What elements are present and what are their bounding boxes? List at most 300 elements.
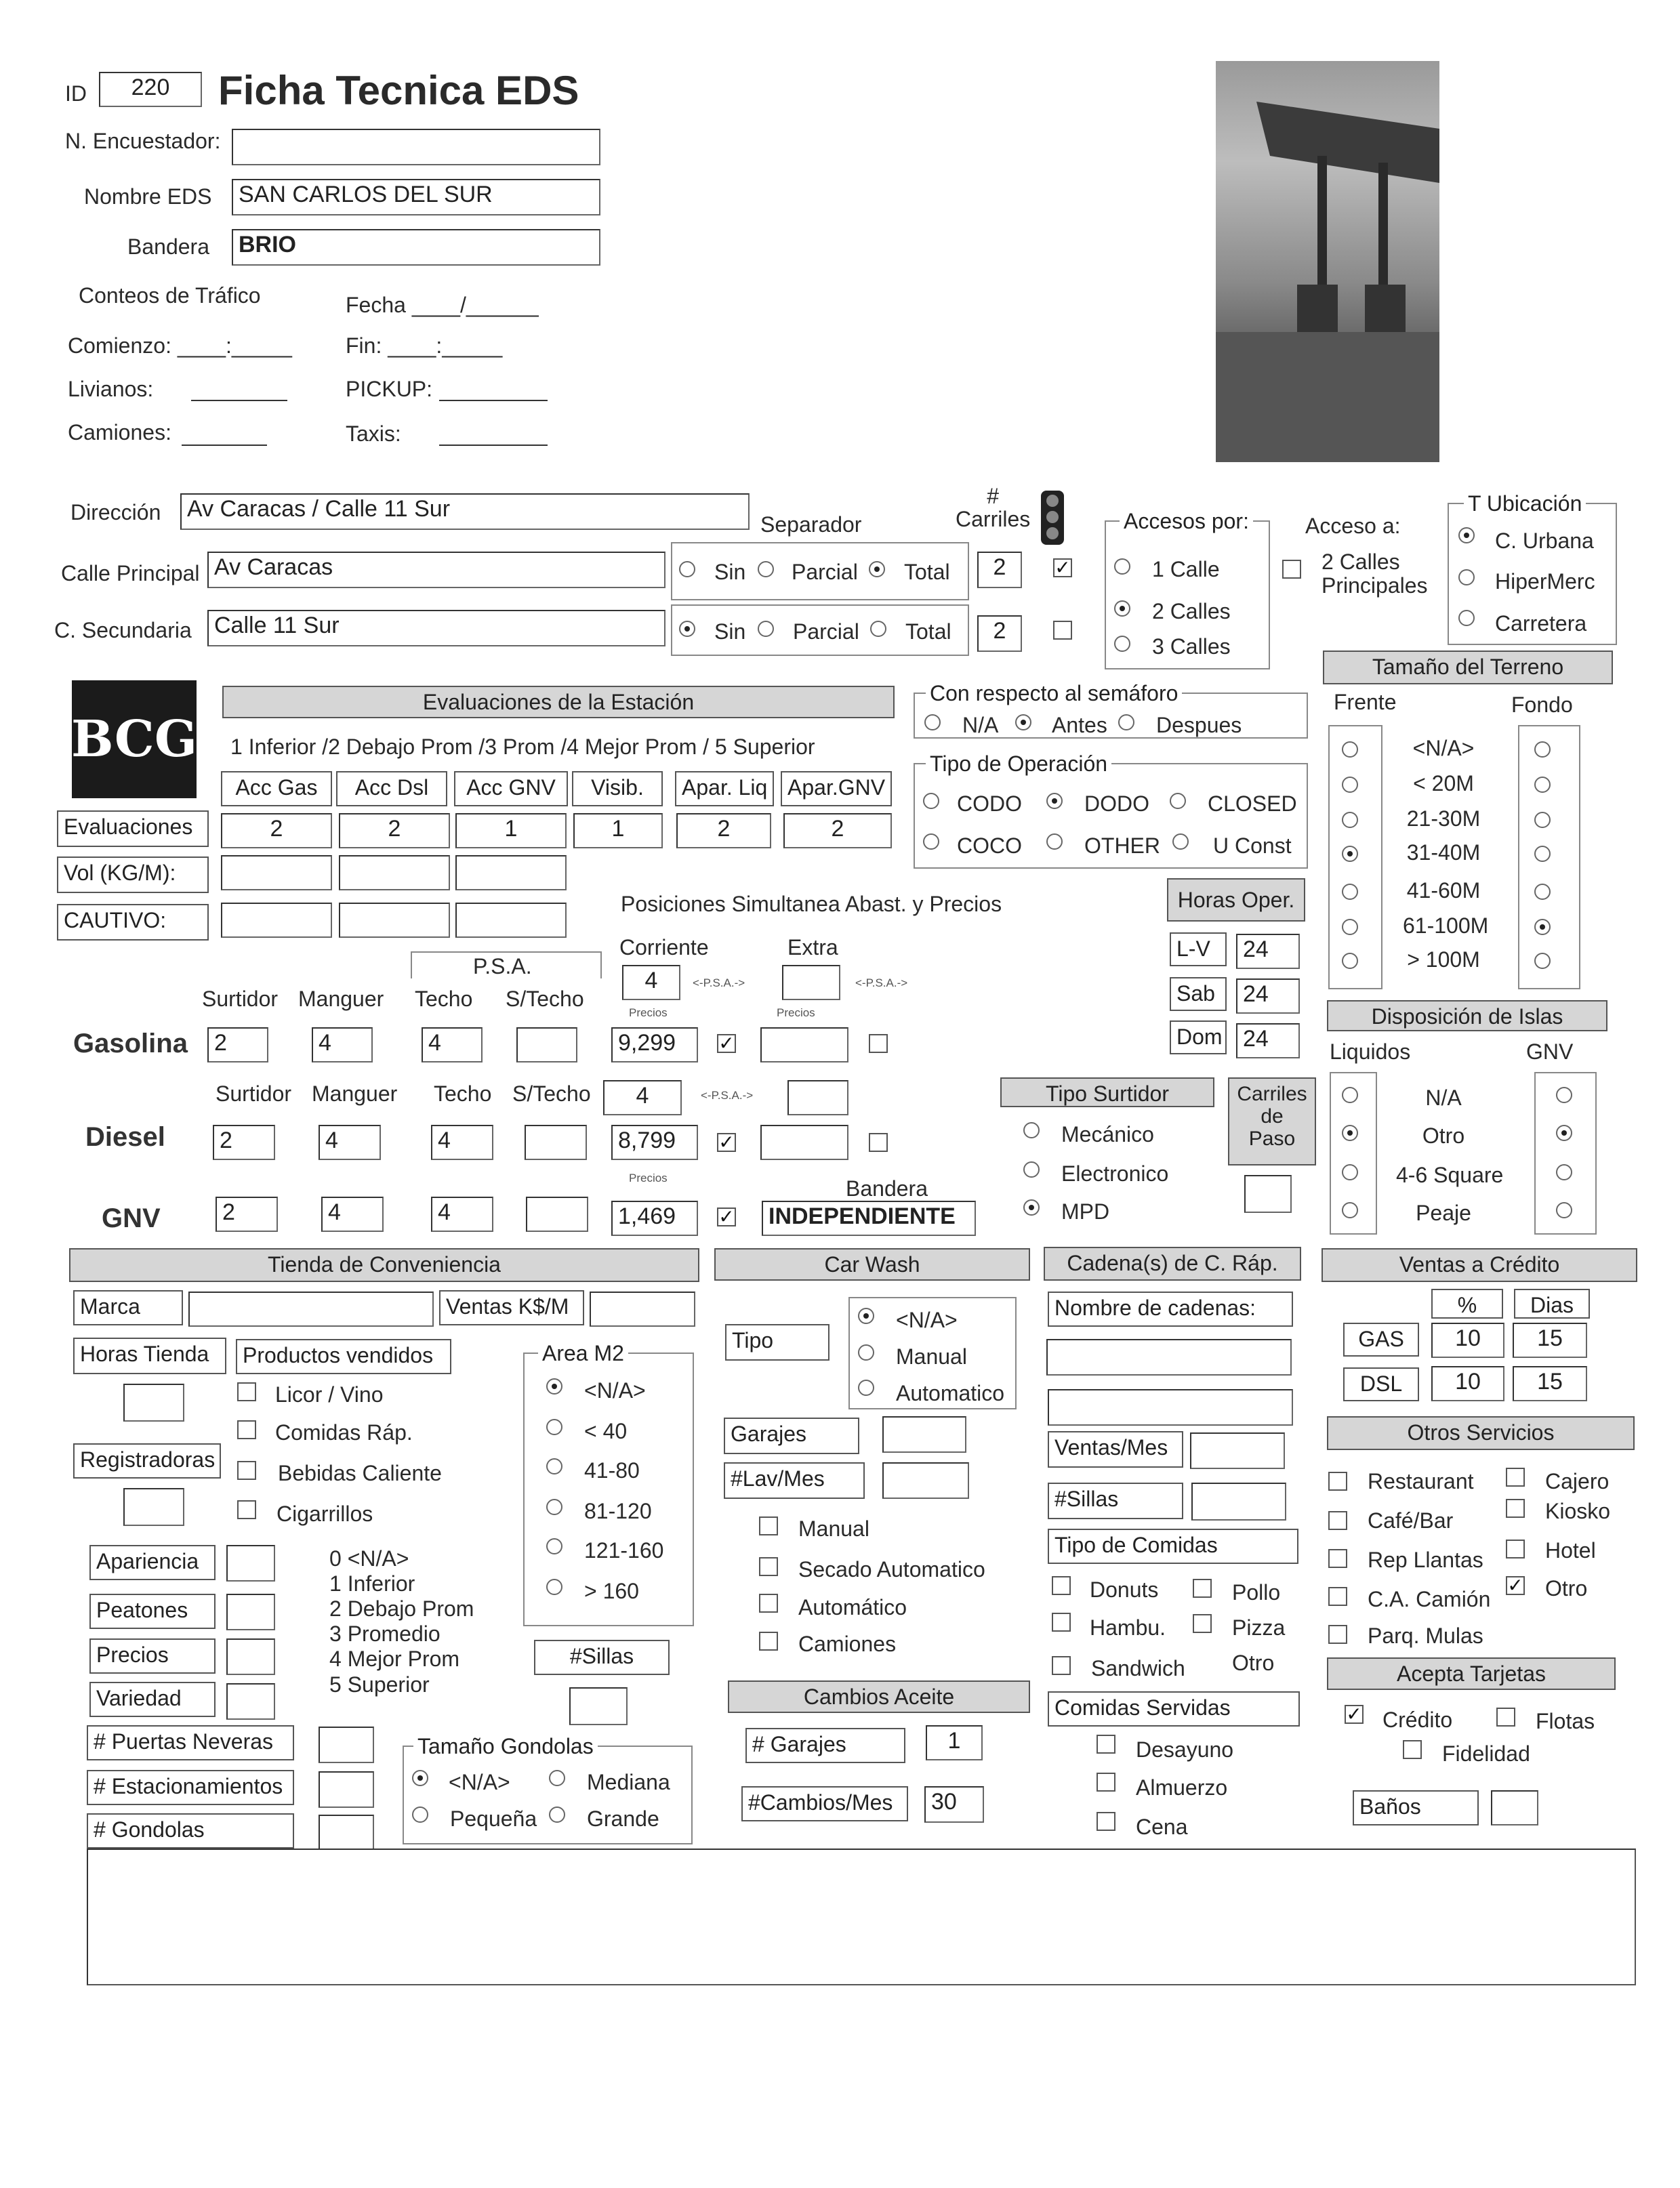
- sep-principal-sin-radio[interactable]: [679, 561, 695, 577]
- accesos-2-radio[interactable]: [1114, 600, 1130, 617]
- sep-principal-parcial-radio[interactable]: [758, 561, 774, 577]
- calle-principal-field[interactable]: Av Caracas: [207, 552, 665, 588]
- dsl-surtidor-field[interactable]: 2: [213, 1125, 275, 1160]
- credito-gas-label: GAS: [1343, 1323, 1419, 1357]
- otros-mulas-checkbox[interactable]: [1328, 1625, 1347, 1644]
- gnv-techo-field[interactable]: 4: [431, 1197, 493, 1232]
- aceite-cambios-field[interactable]: 30: [924, 1786, 984, 1823]
- secundaria-semaforo-checkbox[interactable]: [1053, 621, 1072, 640]
- carwash-automatico-radio[interactable]: [858, 1380, 874, 1396]
- dsl-precios-label: Precios: [629, 1172, 668, 1184]
- corriente-psa-field[interactable]: 4: [622, 965, 680, 1000]
- tarjetas-credito-checkbox[interactable]: ✓: [1345, 1705, 1364, 1724]
- carwash-garajes-field[interactable]: [882, 1416, 966, 1453]
- cadenas-sillas-label: #Sillas: [1048, 1483, 1183, 1519]
- camiones-label: Camiones:: [68, 420, 171, 445]
- dsl-col-stecho: S/Techo: [512, 1081, 591, 1106]
- id-label: ID: [65, 81, 87, 106]
- eval-apariencia-field[interactable]: [226, 1545, 275, 1582]
- comida-pollo-checkbox[interactable]: [1193, 1579, 1212, 1598]
- horas-lv-label: L-V: [1170, 932, 1227, 966]
- otros-llantas-label: Rep Llantas: [1368, 1548, 1483, 1572]
- gas-manguer-field[interactable]: 4: [312, 1027, 373, 1062]
- bcg-logo: [72, 680, 197, 798]
- islas-option-label: 4-6 Square: [1396, 1163, 1504, 1187]
- tarjetas-fidelidad-checkbox[interactable]: [1403, 1740, 1422, 1759]
- tienda-ventas-field[interactable]: [590, 1292, 695, 1327]
- otros-camion-label: C.A. Camión: [1368, 1587, 1491, 1611]
- surtidor-mpd-label: MPD: [1061, 1199, 1110, 1224]
- dsl-techo-field[interactable]: 4: [431, 1125, 493, 1160]
- estacionamientos-field[interactable]: [319, 1771, 374, 1808]
- tienda-sillas-field[interactable]: [569, 1687, 628, 1725]
- encuestador-field[interactable]: [232, 129, 600, 165]
- servida-cena-label: Cena: [1136, 1815, 1188, 1839]
- carwash-na-label: <N/A>: [896, 1308, 958, 1332]
- gnv-precio-field[interactable]: 1,469: [611, 1201, 698, 1236]
- dsl-col-techo: Techo: [434, 1081, 492, 1106]
- otros-cafe-checkbox[interactable]: [1328, 1511, 1347, 1530]
- gas-col-surtidor: Surtidor: [202, 987, 279, 1011]
- islas-option-label: Otro: [1422, 1123, 1465, 1148]
- otros-hotel-label: Hotel: [1545, 1538, 1596, 1563]
- sep-secundaria-total-radio[interactable]: [870, 621, 886, 637]
- prod-cigarrillos-checkbox[interactable]: [237, 1500, 256, 1519]
- op-uconst-radio[interactable]: [1172, 833, 1189, 850]
- calle-principal-label: Calle Principal: [61, 561, 200, 585]
- accesos-1-radio[interactable]: [1114, 558, 1130, 575]
- terreno-option-label: > 100M: [1407, 947, 1480, 972]
- secundaria-carriles-field[interactable]: 2: [977, 615, 1022, 652]
- terreno-fondo-radio-6[interactable]: [1534, 953, 1551, 969]
- comidas-servidas-label: Comidas Servidas: [1048, 1691, 1300, 1727]
- area-radio-3[interactable]: [546, 1499, 562, 1515]
- comida-hambu-checkbox[interactable]: [1052, 1613, 1071, 1632]
- prod-licor-label: Licor / Vino: [275, 1382, 384, 1407]
- terreno-option-label: < 20M: [1413, 771, 1474, 796]
- comida-pizza-label: Pizza: [1232, 1615, 1286, 1640]
- carwash-camiones-label: Camiones: [798, 1632, 897, 1656]
- tarjetas-flotas-checkbox[interactable]: [1496, 1708, 1515, 1727]
- calle-secundaria-field[interactable]: Calle 11 Sur: [207, 610, 665, 646]
- terreno-fondo-radio-0[interactable]: [1534, 741, 1551, 758]
- surtidor-electronico-radio[interactable]: [1023, 1161, 1040, 1178]
- vol-gnv-field[interactable]: [455, 855, 567, 890]
- nombre-eds-field[interactable]: SAN CARLOS DEL SUR: [232, 179, 600, 215]
- station-photo: [1216, 61, 1439, 462]
- otros-otro-label: Otro: [1545, 1576, 1588, 1601]
- banos-field[interactable]: [1491, 1790, 1538, 1825]
- credito-dsl-dias-field[interactable]: 15: [1513, 1366, 1587, 1401]
- comienzo-label: Comienzo: ____:_____: [68, 333, 292, 358]
- semaforo-despues-label: Despues: [1156, 713, 1242, 737]
- gondolas-field[interactable]: [319, 1815, 374, 1851]
- terreno-option-label: 21-30M: [1406, 806, 1481, 831]
- eval-peatones-label: Peatones: [89, 1594, 216, 1629]
- terreno-option-label: 61-100M: [1403, 913, 1489, 938]
- comida-hambu-label: Hambu.: [1090, 1615, 1166, 1640]
- terreno-option-label: <N/A>: [1412, 736, 1475, 760]
- semaforo-antes-radio[interactable]: [1015, 714, 1031, 730]
- gas-precio-extra-field[interactable]: [760, 1027, 848, 1062]
- acceso-a-checkbox[interactable]: [1282, 560, 1301, 579]
- accesos-2-label: 2 Calles: [1152, 599, 1231, 623]
- eval-precios-field[interactable]: [226, 1638, 275, 1675]
- evaluaciones-header: Evaluaciones de la Estación: [222, 686, 895, 718]
- islas-gnv-radio-2[interactable]: [1556, 1164, 1572, 1180]
- livianos-label: Livianos:: [68, 377, 154, 401]
- area-option-label: < 40: [584, 1419, 628, 1443]
- principal-semaforo-checkbox[interactable]: ✓: [1053, 558, 1072, 577]
- gondolas-na-label: <N/A>: [449, 1770, 510, 1794]
- islas-liquidos-radio-1[interactable]: [1342, 1125, 1358, 1141]
- gondolas-mediana-radio[interactable]: [549, 1770, 565, 1786]
- area-radio-4[interactable]: [546, 1538, 562, 1554]
- pickup-line[interactable]: [439, 400, 548, 401]
- taxis-label: Taxis:: [346, 421, 401, 446]
- ubicacion-urbana-radio[interactable]: [1458, 527, 1475, 543]
- estacionamientos-label: # Estacionamientos: [87, 1770, 294, 1805]
- area-title: Area M2: [538, 1342, 628, 1364]
- puertas-neveras-label: # Puertas Neveras: [87, 1725, 294, 1760]
- livianos-line[interactable]: [191, 400, 287, 401]
- pickup-label: PICKUP:: [346, 377, 433, 401]
- eval-variedad-field[interactable]: [226, 1683, 275, 1720]
- otros-hotel-checkbox[interactable]: [1506, 1540, 1525, 1559]
- tienda-horas-label: Horas Tienda: [73, 1338, 226, 1374]
- gas-surtidor-field[interactable]: 2: [207, 1027, 268, 1062]
- terreno-fondo-label: Fondo: [1511, 693, 1573, 717]
- credito-gas-dias-field[interactable]: 15: [1513, 1323, 1587, 1358]
- servida-desayuno-label: Desayuno: [1136, 1737, 1234, 1762]
- carwash-automatico-label: Automatico: [896, 1381, 1005, 1405]
- diesel-psa-field[interactable]: 4: [603, 1080, 682, 1115]
- eval-acc-dsl-field[interactable]: 2: [339, 813, 450, 848]
- tienda-registradoras-field[interactable]: [123, 1488, 184, 1526]
- sep-secundaria-total-label: Total: [905, 619, 951, 644]
- tienda-sillas-label: #Sillas: [534, 1640, 670, 1675]
- otros-cafe-label: Café/Bar: [1368, 1508, 1454, 1533]
- op-other-label: OTHER: [1084, 833, 1160, 858]
- op-closed-label: CLOSED: [1208, 791, 1297, 816]
- area-option-label: > 160: [584, 1579, 639, 1603]
- otros-header: Otros Servicios: [1327, 1416, 1635, 1450]
- banos-label: Baños: [1353, 1790, 1479, 1825]
- area-radio-2[interactable]: [546, 1458, 562, 1474]
- sep-principal-parcial-label: Parcial: [792, 560, 858, 584]
- otros-cajero-checkbox[interactable]: [1506, 1468, 1525, 1487]
- vol-dsl-field[interactable]: [339, 855, 450, 890]
- gnv-manguer-field[interactable]: 4: [321, 1197, 384, 1232]
- vol-row-label: Vol (KG/M):: [57, 856, 209, 893]
- tienda-horas-field[interactable]: [123, 1384, 184, 1422]
- area-radio-0[interactable]: [546, 1378, 562, 1395]
- gas-extra-checkbox[interactable]: [869, 1034, 888, 1053]
- gondolas-grande-label: Grande: [587, 1807, 659, 1831]
- aceite-garajes-field[interactable]: 1: [926, 1725, 983, 1760]
- eval-col-apar-liq: Apar. Liq: [675, 771, 774, 806]
- op-codo-radio[interactable]: [923, 793, 939, 809]
- eval-apar-liq-field[interactable]: 2: [676, 813, 771, 848]
- gas-stecho-field[interactable]: [516, 1027, 577, 1062]
- puertas-neveras-field[interactable]: [319, 1727, 374, 1763]
- tarjetas-fidelidad-label: Fidelidad: [1442, 1741, 1530, 1766]
- sep-secundaria-parcial-label: Parcial: [793, 619, 859, 644]
- aceite-cambios-label: #Cambios/Mes: [741, 1786, 908, 1821]
- encuestador-label: N. Encuestador:: [65, 129, 221, 153]
- dsl-manguer-field[interactable]: 4: [319, 1125, 381, 1160]
- id-field[interactable]: 220: [99, 72, 202, 107]
- eval-peatones-field[interactable]: [226, 1594, 275, 1630]
- cautivo-dsl-field[interactable]: [339, 903, 450, 938]
- prod-bebidas-checkbox[interactable]: [237, 1461, 256, 1480]
- surtidor-mecanico-label: Mecánico: [1061, 1122, 1154, 1147]
- cadenas-sillas-field[interactable]: [1191, 1483, 1286, 1521]
- prod-comidas-checkbox[interactable]: [237, 1420, 256, 1439]
- nombre-eds-label: Nombre EDS: [84, 184, 212, 209]
- principal-carriles-field[interactable]: 2: [977, 552, 1022, 588]
- eval-acc-gas-field[interactable]: 2: [221, 813, 332, 848]
- credito-header: Ventas a Crédito: [1322, 1248, 1637, 1282]
- carwash-garajes-label: Garajes: [724, 1418, 859, 1454]
- terreno-frente-radio-5[interactable]: [1342, 919, 1358, 935]
- terreno-frente-radio-1[interactable]: [1342, 777, 1358, 793]
- op-coco-radio[interactable]: [923, 833, 939, 850]
- eval-acc-gnv-field[interactable]: 1: [455, 813, 567, 848]
- terreno-frente-radio-3[interactable]: [1342, 846, 1358, 862]
- area-radio-1[interactable]: [546, 1419, 562, 1435]
- carwash-manual-check-label: Manual: [798, 1516, 869, 1541]
- eval-col-acc-gas: Acc Gas: [221, 771, 332, 806]
- carwash-manual-checkbox[interactable]: [759, 1516, 778, 1535]
- sep-secundaria-parcial-radio[interactable]: [758, 621, 774, 637]
- dsl-extra-checkbox[interactable]: [869, 1133, 888, 1152]
- eval-variedad-label: Variedad: [89, 1682, 216, 1717]
- islas-option-label: Peaje: [1416, 1201, 1471, 1225]
- eval-apar-gnv-field[interactable]: 2: [783, 813, 892, 848]
- bandera-field[interactable]: BRIO: [232, 229, 600, 266]
- terreno-option-label: 31-40M: [1406, 840, 1481, 865]
- traffic-title: Conteos de Tráfico: [79, 283, 261, 308]
- horas-dom-field[interactable]: 24: [1236, 1023, 1300, 1058]
- servida-almuerzo-label: Almuerzo: [1136, 1775, 1228, 1800]
- otros-restaurant-checkbox[interactable]: [1328, 1472, 1347, 1491]
- area-radio-5[interactable]: [546, 1579, 562, 1595]
- carwash-automatico-checkbox[interactable]: [759, 1594, 778, 1613]
- gas-corriente-checkbox[interactable]: ✓: [717, 1034, 736, 1053]
- accesos-3-radio[interactable]: [1114, 636, 1130, 652]
- carwash-lavmes-field[interactable]: [882, 1462, 969, 1499]
- gondolas-label: # Gondolas: [87, 1813, 294, 1849]
- psa-label: P.S.A.: [473, 954, 532, 978]
- extra-psa-field[interactable]: [782, 965, 840, 1000]
- servida-cena-checkbox[interactable]: [1097, 1812, 1115, 1831]
- terreno-header: Tamaño del Terreno: [1323, 651, 1613, 684]
- credito-gas-pct-field[interactable]: 10: [1431, 1323, 1504, 1358]
- tienda-eval-scale: 0 <N/A> 1 Inferior 2 Debajo Prom 3 Promedio 4 Mejor Prom 5 Superior: [329, 1546, 474, 1697]
- gnv-surtidor-field[interactable]: 2: [216, 1197, 278, 1232]
- comida-sandwich-checkbox[interactable]: [1052, 1656, 1071, 1675]
- bcg-logo-text: BCG: [71, 710, 198, 768]
- ubicacion-title: T Ubicación: [1464, 493, 1586, 514]
- terreno-frente-radio-0[interactable]: [1342, 741, 1358, 758]
- fecha-label: Fecha ____/______: [346, 293, 539, 317]
- tienda-marca-field[interactable]: [188, 1292, 434, 1327]
- cadenas-nombre-field-2[interactable]: [1048, 1389, 1293, 1426]
- terreno-frente-radio-4[interactable]: [1342, 884, 1358, 900]
- canopy-illustration: [1216, 61, 1439, 462]
- evaluaciones-row-label: Evaluaciones: [57, 810, 209, 847]
- eval-col-acc-dsl: Acc Dsl: [336, 771, 447, 806]
- prod-licor-checkbox[interactable]: [237, 1382, 256, 1401]
- eval-visib-field[interactable]: 1: [573, 813, 663, 848]
- carwash-camiones-checkbox[interactable]: [759, 1632, 778, 1651]
- semaforo-na-radio[interactable]: [924, 714, 941, 730]
- tarjetas-credito-label: Crédito: [1382, 1708, 1453, 1732]
- surtidor-mecanico-radio[interactable]: [1023, 1122, 1040, 1138]
- cadenas-tipo-label: Tipo de Comidas: [1048, 1529, 1298, 1564]
- ubicacion-carretera-label: Carretera: [1495, 611, 1587, 636]
- terreno-fondo-radio-5[interactable]: [1534, 919, 1551, 935]
- semaforo-despues-radio[interactable]: [1118, 714, 1134, 730]
- islas-liquidos-radio-3[interactable]: [1342, 1202, 1358, 1218]
- carwash-lavmes-label: #Lav/Mes: [724, 1462, 865, 1499]
- credito-dsl-label: DSL: [1343, 1367, 1419, 1401]
- credito-dsl-pct-field[interactable]: 10: [1431, 1366, 1504, 1401]
- op-dodo-radio[interactable]: [1046, 793, 1063, 809]
- carwash-manual-radio[interactable]: [858, 1344, 874, 1361]
- ubicacion-urbana-label: C. Urbana: [1495, 529, 1594, 553]
- cautivo-gas-field[interactable]: [221, 903, 332, 938]
- vol-gas-field[interactable]: [221, 855, 332, 890]
- horas-sab-label: Sab: [1170, 977, 1227, 1011]
- gondolas-na-radio[interactable]: [412, 1770, 428, 1786]
- surtidor-electronico-label: Electronico: [1061, 1161, 1169, 1186]
- gnv-stecho-field[interactable]: [526, 1197, 588, 1232]
- islas-liquidos-radio-0[interactable]: [1342, 1087, 1358, 1103]
- tienda-registradoras-label: Registradoras: [73, 1443, 221, 1479]
- cautivo-gnv-field[interactable]: [455, 903, 567, 938]
- terreno-fondo-radio-4[interactable]: [1534, 884, 1551, 900]
- comida-donuts-label: Donuts: [1090, 1577, 1159, 1602]
- notes-area[interactable]: [87, 1849, 1636, 1985]
- carwash-header: Car Wash: [714, 1248, 1030, 1281]
- gas-precio-corriente-field[interactable]: 9,299: [611, 1027, 698, 1062]
- cadenas-ventas-field[interactable]: [1190, 1432, 1285, 1469]
- area-option-label: <N/A>: [584, 1378, 646, 1403]
- gas-precios-label: Precios: [629, 1006, 668, 1019]
- gas-techo-field[interactable]: 4: [422, 1027, 483, 1062]
- area-option-label: 81-120: [584, 1499, 652, 1523]
- carwash-secado-label: Secado Automatico: [798, 1557, 985, 1582]
- carriles-paso-field[interactable]: [1244, 1175, 1292, 1213]
- gnv-precio-checkbox[interactable]: ✓: [717, 1207, 736, 1226]
- otros-kiosko-checkbox[interactable]: [1506, 1499, 1525, 1518]
- terreno-frente-radio-6[interactable]: [1342, 953, 1358, 969]
- fin-label: Fin: ____:_____: [346, 333, 503, 358]
- diesel-label: Diesel: [85, 1122, 165, 1152]
- sep-principal-total-radio[interactable]: [869, 561, 885, 577]
- islas-gnv-label: GNV: [1526, 1039, 1574, 1064]
- tienda-ventas-label: Ventas K$/M: [439, 1290, 584, 1325]
- terreno-fondo-radio-3[interactable]: [1534, 846, 1551, 862]
- gondolas-pequena-label: Pequeña: [450, 1807, 537, 1831]
- gnv-bandera-field[interactable]: INDEPENDIENTE: [762, 1201, 976, 1236]
- sep-secundaria-sin-radio[interactable]: [679, 621, 695, 637]
- islas-gnv-radio-3[interactable]: [1556, 1202, 1572, 1218]
- carwash-na-radio[interactable]: [858, 1308, 874, 1324]
- diesel-extra-psa-field[interactable]: [787, 1080, 848, 1115]
- otros-llantas-checkbox[interactable]: [1328, 1549, 1347, 1568]
- gas-col-techo: Techo: [415, 987, 473, 1011]
- op-closed-radio[interactable]: [1170, 793, 1186, 809]
- direccion-field[interactable]: Av Caracas / Calle 11 Sur: [180, 493, 750, 530]
- semaforo-title: Con respecto al semáforo: [926, 682, 1182, 704]
- traffic-light-icon: [1041, 491, 1064, 545]
- credito-pct-label: %: [1431, 1289, 1503, 1319]
- carwash-automatico-check-label: Automático: [798, 1595, 907, 1619]
- horas-sab-field[interactable]: 24: [1236, 978, 1300, 1014]
- islas-gnv-radio-1[interactable]: [1556, 1125, 1572, 1141]
- cadenas-header: Cadena(s) de C. Ráp.: [1044, 1247, 1301, 1281]
- sep-principal-sin-label: Sin: [714, 560, 746, 584]
- terreno-fondo-radio-1[interactable]: [1534, 777, 1551, 793]
- carwash-secado-checkbox[interactable]: [759, 1557, 778, 1576]
- islas-header: Disposición de Islas: [1327, 1000, 1607, 1031]
- comida-donuts-checkbox[interactable]: [1052, 1576, 1071, 1595]
- gondolas-size-title: Tamaño Gondolas: [413, 1735, 598, 1757]
- servida-almuerzo-checkbox[interactable]: [1097, 1773, 1115, 1792]
- servida-desayuno-checkbox[interactable]: [1097, 1735, 1115, 1754]
- evaluaciones-scale: 1 Inferior /2 Debajo Prom /3 Prom /4 Mejor Prom / 5 Superior: [230, 735, 815, 759]
- dsl-precio-extra-field[interactable]: [760, 1125, 848, 1160]
- camiones-line[interactable]: [182, 445, 267, 446]
- op-other-radio[interactable]: [1046, 833, 1063, 850]
- dsl-stecho-field[interactable]: [525, 1125, 587, 1160]
- ubicacion-hipermerc-radio[interactable]: [1458, 569, 1475, 585]
- comida-pizza-checkbox[interactable]: [1193, 1614, 1212, 1633]
- tarjetas-header: Acepta Tarjetas: [1327, 1657, 1616, 1690]
- surtidor-mpd-radio[interactable]: [1023, 1199, 1040, 1216]
- direccion-label: Dirección: [70, 500, 161, 524]
- terreno-fondo-radio-2[interactable]: [1534, 812, 1551, 828]
- op-uconst-label: U Const: [1213, 833, 1292, 858]
- corriente-label: Corriente: [619, 935, 709, 959]
- horas-dom-label: Dom: [1170, 1020, 1227, 1054]
- sep-principal-total-label: Total: [904, 560, 950, 584]
- otros-otro-checkbox[interactable]: ✓: [1506, 1576, 1525, 1595]
- area-option-label: 41-80: [584, 1458, 640, 1483]
- islas-gnv-radio-0[interactable]: [1556, 1087, 1572, 1103]
- carwash-manual-label: Manual: [896, 1344, 967, 1369]
- cadenas-nombre-field-1[interactable]: [1046, 1339, 1292, 1376]
- horas-lv-field[interactable]: 24: [1236, 934, 1300, 969]
- comida-sandwich-label: Sandwich: [1091, 1656, 1185, 1680]
- dsl-corriente-checkbox[interactable]: ✓: [717, 1133, 736, 1152]
- taxis-line[interactable]: [439, 445, 548, 446]
- tienda-productos-label: Productos vendidos: [236, 1339, 451, 1374]
- comida-pollo-label: Pollo: [1232, 1580, 1281, 1605]
- gondolas-pequena-radio[interactable]: [412, 1807, 428, 1823]
- dsl-precio-corriente-field[interactable]: 8,799: [611, 1125, 698, 1160]
- otros-camion-checkbox[interactable]: [1328, 1587, 1347, 1606]
- comida-otro-label: Otro: [1232, 1651, 1275, 1675]
- islas-liquidos-radio-2[interactable]: [1342, 1164, 1358, 1180]
- terreno-frente-radio-2[interactable]: [1342, 812, 1358, 828]
- gondolas-grande-radio[interactable]: [549, 1807, 565, 1823]
- ubicacion-carretera-radio[interactable]: [1458, 610, 1475, 626]
- islas-liquidos-label: Liquidos: [1330, 1039, 1411, 1064]
